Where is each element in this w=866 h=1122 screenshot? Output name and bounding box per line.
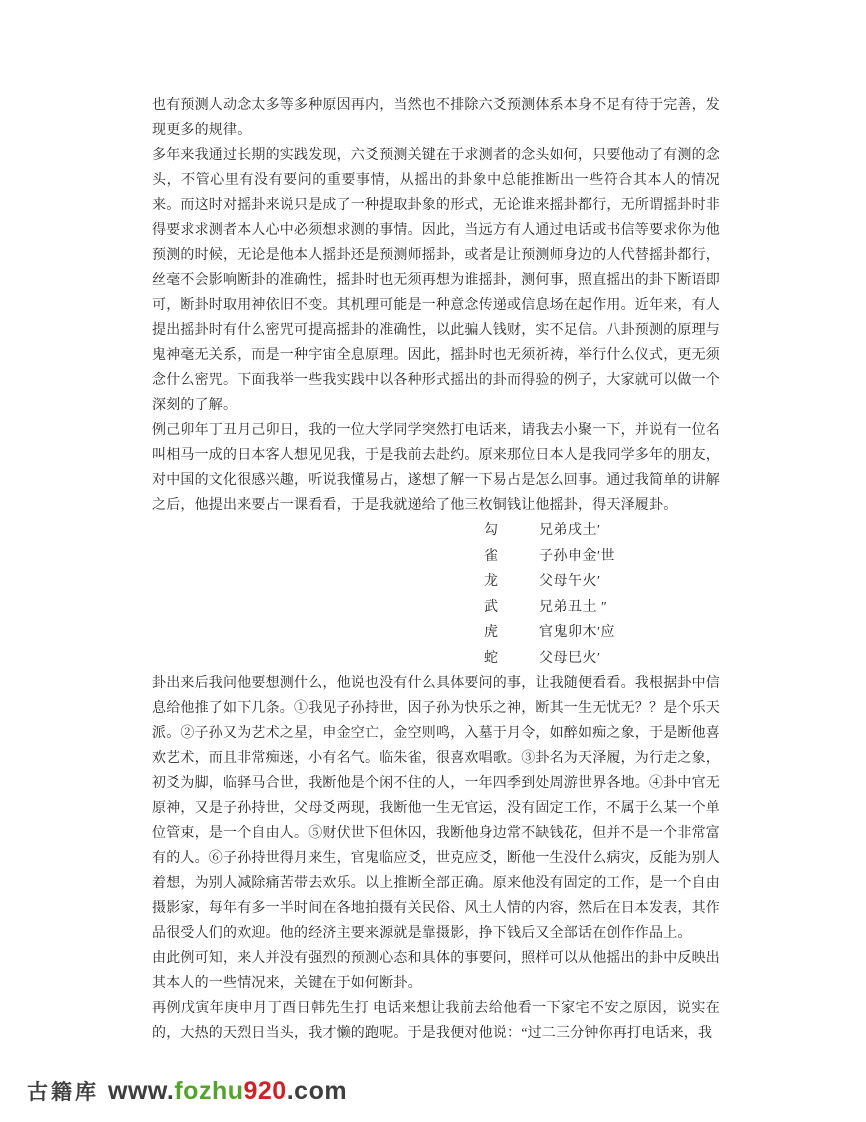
hexagram-row xyxy=(484,518,720,544)
hexagram-row xyxy=(484,544,720,570)
paragraph-theory: 多年来我通过长期的实践发现，六爻预测关键在于求测者的念头如何，只要他动了有测的念头，不管心里有没有要问的重要事情，从摇出的卦象中总能推断出一些符合其本人的情况来。而这时对摇卦来说只是成了一种提取卦象的形式，无论谁来摇卦都行，无所谓摇卦时非得要求求测者本人心中必须想求测的事情。因此，当远方有人通过电话或书信等要求你为他预测的时候，无论是他本人摇卦还是预测师摇卦，或者是让预测师身边的人代替摇卦都行，丝毫不会影响断卦的准确性，摇卦时也无须再想为谁摇卦，测何事，照直摇出的卦下断语即可，断卦时取用神依旧不变。其机理可能是一种意念传递或信息场在起作用。近年来，有人提出摇卦时有什么密咒可提高摇卦的准确性，以此骗人钱财，实不足信。八卦预测的原理与鬼神毫无关系，而是一种宇宙全息原理。因此，摇卦时也无须祈祷，举行什么仪式，更无须念什么密咒。下面我举一些我实践中以各种形式摇出的卦而得验的例子，大家就可以做一个深刻的了解。 xyxy=(152,148,720,413)
hexagram-row xyxy=(484,569,720,595)
hexagram-animal: 勾 xyxy=(484,523,499,538)
hexagram-yao-line: 父母巳火′ xyxy=(539,650,601,666)
hexagram-table xyxy=(152,518,720,671)
hexagram-animal: 龙 xyxy=(484,574,499,589)
hexagram-yao-line: 兄弟戌土′ xyxy=(539,523,601,538)
paragraph-example-2-intro: 再例戊寅年庚申月丁酉日韩先生打 电话来想让我前去给他看一下家宅不安之原因，说实在的，大热的天烈日当头，我才懒的跑呢。于是我便对他说：“过二三分钟你再打电话来，我 xyxy=(152,1001,720,1041)
hexagram-row xyxy=(484,595,720,621)
paragraph-conclusion: 由此例可知，来人并没有强烈的预测心态和具体的事要问，照样可以从他摇出的卦中反映出其本人的一些情况来，关键在于如何断卦。 xyxy=(152,951,720,991)
watermark xyxy=(27,1076,347,1106)
hexagram-yao-line: 官鬼卯木′应 xyxy=(539,625,616,640)
hexagram-row xyxy=(484,646,720,672)
hexagram-row xyxy=(484,620,720,646)
watermark-url-com: .com xyxy=(286,1077,348,1105)
watermark-url-920: 920 xyxy=(243,1077,287,1105)
hexagram-animal: 雀 xyxy=(484,548,499,564)
page-text xyxy=(152,93,720,1046)
paragraph-example-1-intro: 例己卯年丁丑月己卯日，我的一位大学同学突然打电话来，请我去小聚一下，并说有一位名叫相马一成的日本客人想见见我，于是我前去赴约。原来那位日本人是我同学多年的朋友，对中国的文化很感兴趣，听说我懂易占，遂想了解一下易占是怎么回事。通过我简单的讲解之后，他提出来要占一课看看，于是我就递给了他三枚铜钱让他摇卦，得天泽履卦。 xyxy=(152,423,720,513)
hexagram-yao-line: 子孙申金′世 xyxy=(539,548,616,564)
hexagram-yao-line: 父母午火′ xyxy=(539,574,601,589)
paragraph-example-1-reading: 卦出来后我问他要想测什么，他说也没有什么具体要问的事，让我随便看看。我根据卦中信息给他推了如下几条。①我见子孙持世，因子孙为快乐之神，断其一生无忧无？？是个乐天派。②子孙又为艺术之星，申金空亡，金空则鸣，入墓于月令，如醉如痴之象，于是断他喜欢艺术，而且非常痴迷，小有名气。临朱雀，很喜欢唱歌。③卦名为天泽履，为行走之象，初爻为脚，临驿马合世，我断他是个闲不住的人，一年四季到处周游世界各地。④卦中官无原神，又是子孙持世，父母爻两现，我断他一生无官运，没有固定工作，不属于么某一个单位管束，是一个自由人。⑤财伏世下但休囚，我断他身边常不缺钱花，但并不是一个非常富有的人。⑥子孙持世得月来生，官鬼临应爻，世克应爻，断他一生没什么病灾，反能为别人着想，为别人减除痛苦带去欢乐。以上推断全部正确。原来他没有固定的工作，是一个自由摄影家，每年有多一半时间在各地拍摄有关民俗、风土人情的内容，然后在日本发表，其作品很受人们的欢迎。他的经济主要来源就是靠摄影，挣下钱后又全部话在创作作品上。 xyxy=(152,676,720,941)
hexagram-animal: 蛇 xyxy=(484,650,499,666)
hexagram-yao-line: 兄弟丑土 ″ xyxy=(539,599,608,615)
paragraph-intro: 也有预测人动念太多等多种原因再内，当然也不排除六爻预测体系本身不足有待于完善，发现更多的规律。 xyxy=(152,98,720,138)
watermark-url-www: www. xyxy=(108,1077,175,1105)
hexagram-animal: 虎 xyxy=(484,625,499,640)
watermark-url xyxy=(108,1077,347,1106)
watermark-url-fozhu: fozhu xyxy=(174,1077,244,1105)
watermark-site-name: 古籍库 xyxy=(27,1081,99,1104)
hexagram-animal: 武 xyxy=(484,599,499,615)
